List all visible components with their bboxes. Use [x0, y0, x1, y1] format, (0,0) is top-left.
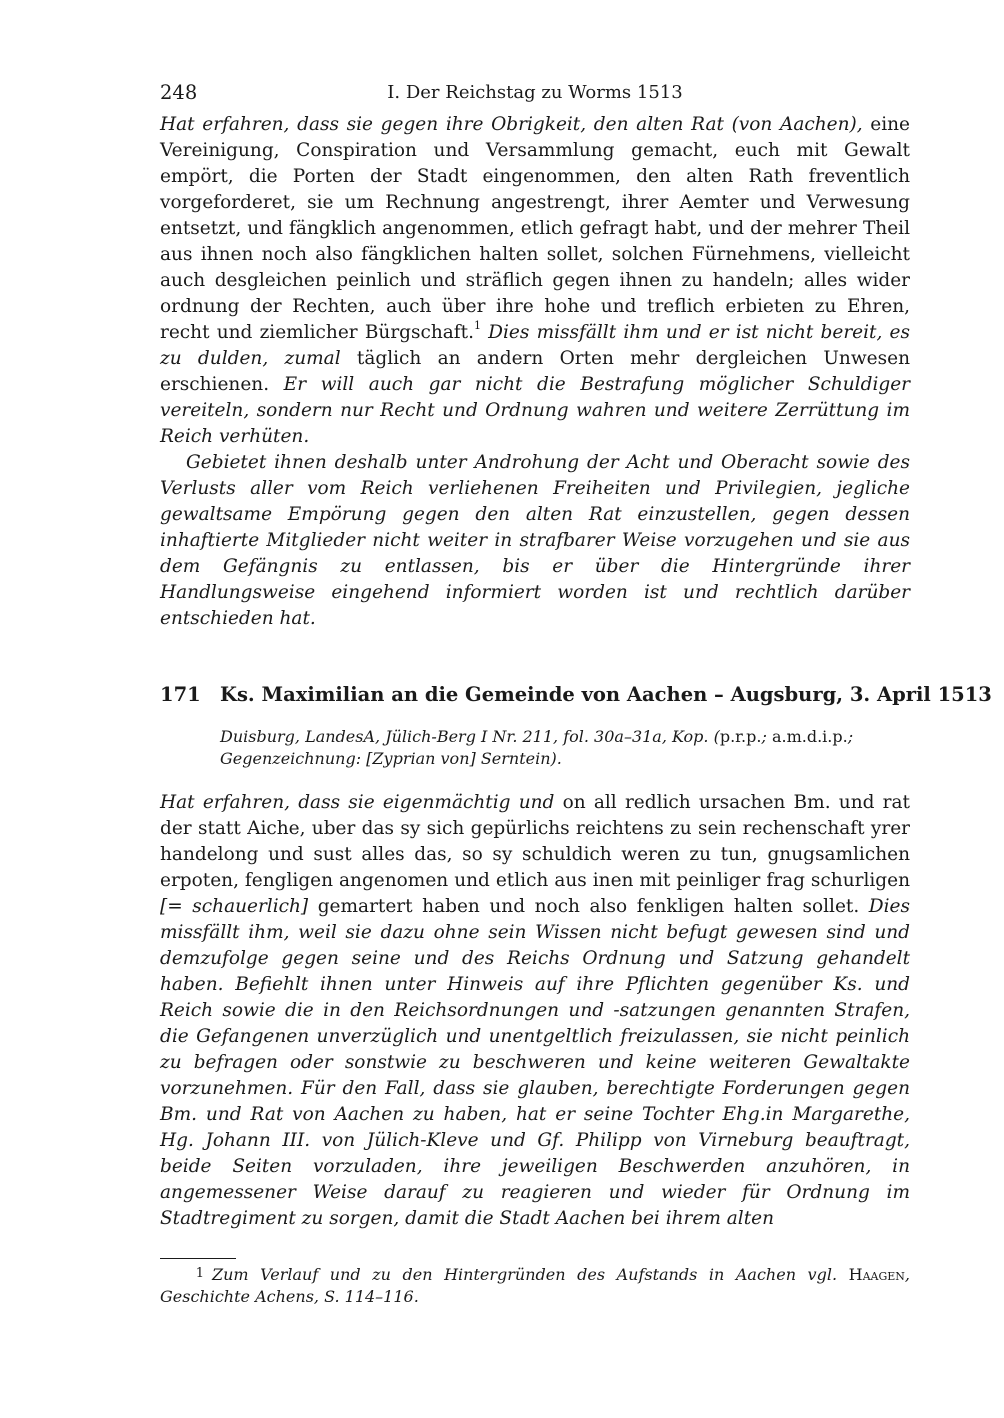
doc170-summary-paragraph-2 — [160, 450, 910, 632]
text-run: Dies missfällt ihm und er ist nicht bereit, es zu dulden, zumal — [160, 322, 910, 369]
text-run: eine Vereinigung, Conspiration und Versammlung gemacht, euch mit Gewalt empört, die Porten der Stadt eingenommen, den alten Rath freventlich vorgeforderet, sie um Rechnung angestrengt, ihrer Aemter und Verwesung entsetzt, und fängklich angenommen, etlich gefragt habt, und der mehrer Theil aus ihnen noch also fängklichen halten sollet, solchen Fürnehmens, vielleicht auch desgleichen peinlich und sträflich gegen ihnen zu handeln; alles wider ordnung der Rechten, auch über ihre hohe und treflich erbieten zu Ehren, recht und ziemlicher Bürgschaft. — [160, 114, 910, 343]
text-run: Zum Verlauf und zu den Hintergründen des Aufstands in Aachen vgl. — [212, 1265, 849, 1284]
text-run: on all redlich ursachen Bm. und rat der statt Aiche, uber das sy sich gepürlichs reichtens zu sein rechenschaft yrer handelong und sust alles das, so sy schuldich weren zu tun, gnugsamlichen erpoten, fengligen angenomen und etlich aus inen mit peinliger frag schurligen — [160, 792, 910, 891]
text-run: täglich an andern Orten mehr dergleichen Unwesen erschienen. — [160, 348, 910, 395]
footnote-mark: 1 — [195, 1266, 204, 1281]
text-run: Er will auch gar nicht die Bestrafung möglicher Schuldiger vereiteln, sondern nur Recht und Ordnung wahren und weitere Zerrüttung im Reich verhüten. — [160, 374, 910, 447]
text-run: p.r.p. — [719, 727, 762, 746]
source-note — [220, 726, 910, 770]
text-run: , Geschichte Achens, S. 114–116. — [160, 1265, 910, 1306]
footnote — [160, 1263, 910, 1308]
text-run: Hat erfahren, dass sie gegen ihre Obrigkeit, den alten Rat (von Aachen), — [160, 114, 863, 135]
document-title: Ks. Maximilian an die Gemeinde von Aachen – Augsburg, 3. April 1513 — [220, 683, 992, 706]
page-number: 248 — [160, 81, 198, 104]
text-run: [= schauerlich] — [160, 896, 309, 917]
running-title: I. Der Reichstag zu Worms 1513 — [387, 82, 683, 103]
text-run: Haagen — [848, 1265, 905, 1284]
document-heading — [160, 680, 992, 710]
footnote-text — [160, 1265, 910, 1306]
page — [160, 78, 992, 1308]
text-run: Dies missfällt ihm, weil sie dazu ohne sein Wissen nicht befugt gewesen sind und demzufolge gegen seine und des Reichs Ordnung und Satzung gehandelt haben. Befiehlt ihnen unter Hinweis auf ihre Pflichten gegenüber Ks. und Reich sowie die in den Reichsordnungen und -satzungen genannten Strafen, die Gefangenen unverzüglich und unentgeltlich freizulassen, sie nicht peinlich zu befragen oder sonstwie zu beschweren und keine weiteren Gewaltakte vorzunehmen. Für den Fall, dass sie glauben, berechtigte Forderungen gegen Bm. und Rat von Aachen zu haben, hat er seine Tochter Ehg.in Margarethe, Hg. Johann III. von Jülich-Kleve und Gf. Philipp von Virneburg beauftragt, beide Seiten vorzuladen, ihre jeweiligen Beschwerden anzuhören, in angemessener Weise darauf zu reagieren und wieder für Ordnung im Stadtregiment zu sorgen, damit die Stadt Aachen bei ihrem alten — [160, 896, 910, 1229]
text-run: Gebietet ihnen deshalb unter Androhung der Acht und Oberacht sowie des Verlusts aller vom Reich verliehenen Freiheiten und Privilegien, jegliche gewaltsame Empörung gegen den alten Rat einzustellen, gegen dessen inhaftierte Mitglieder nicht weiter in strafbarer Weise vorzugehen und sie aus dem Gefängnis zu entlassen, bis er über die Hintergründe ihrer Handlungsweise eingehend informiert worden ist und rechtlich darüber entschieden hat. — [160, 452, 910, 629]
document-number: 171 — [160, 683, 201, 706]
doc170-summary-paragraph-1 — [160, 112, 910, 450]
text-run: ; — [761, 727, 767, 746]
text-run: Duisburg, LandesA, Jülich-Berg I Nr. 211, fol. 30a–31a, Kop. ( — [220, 727, 720, 746]
running-head — [160, 78, 910, 112]
footnote-reference: 1 — [473, 319, 481, 332]
doc171-body-paragraph — [160, 790, 910, 1232]
text-run: ; Gegenzeichnung: [Zyprian von] Serntein). — [220, 727, 854, 768]
text-run: Hat erfahren, dass sie eigenmächtig und — [160, 792, 555, 813]
text-run: gemartert haben und noch also fenkligen halten sollet. — [308, 896, 860, 917]
footnote-divider — [160, 1258, 236, 1259]
text-run: a.m.d.i.p. — [766, 727, 848, 746]
